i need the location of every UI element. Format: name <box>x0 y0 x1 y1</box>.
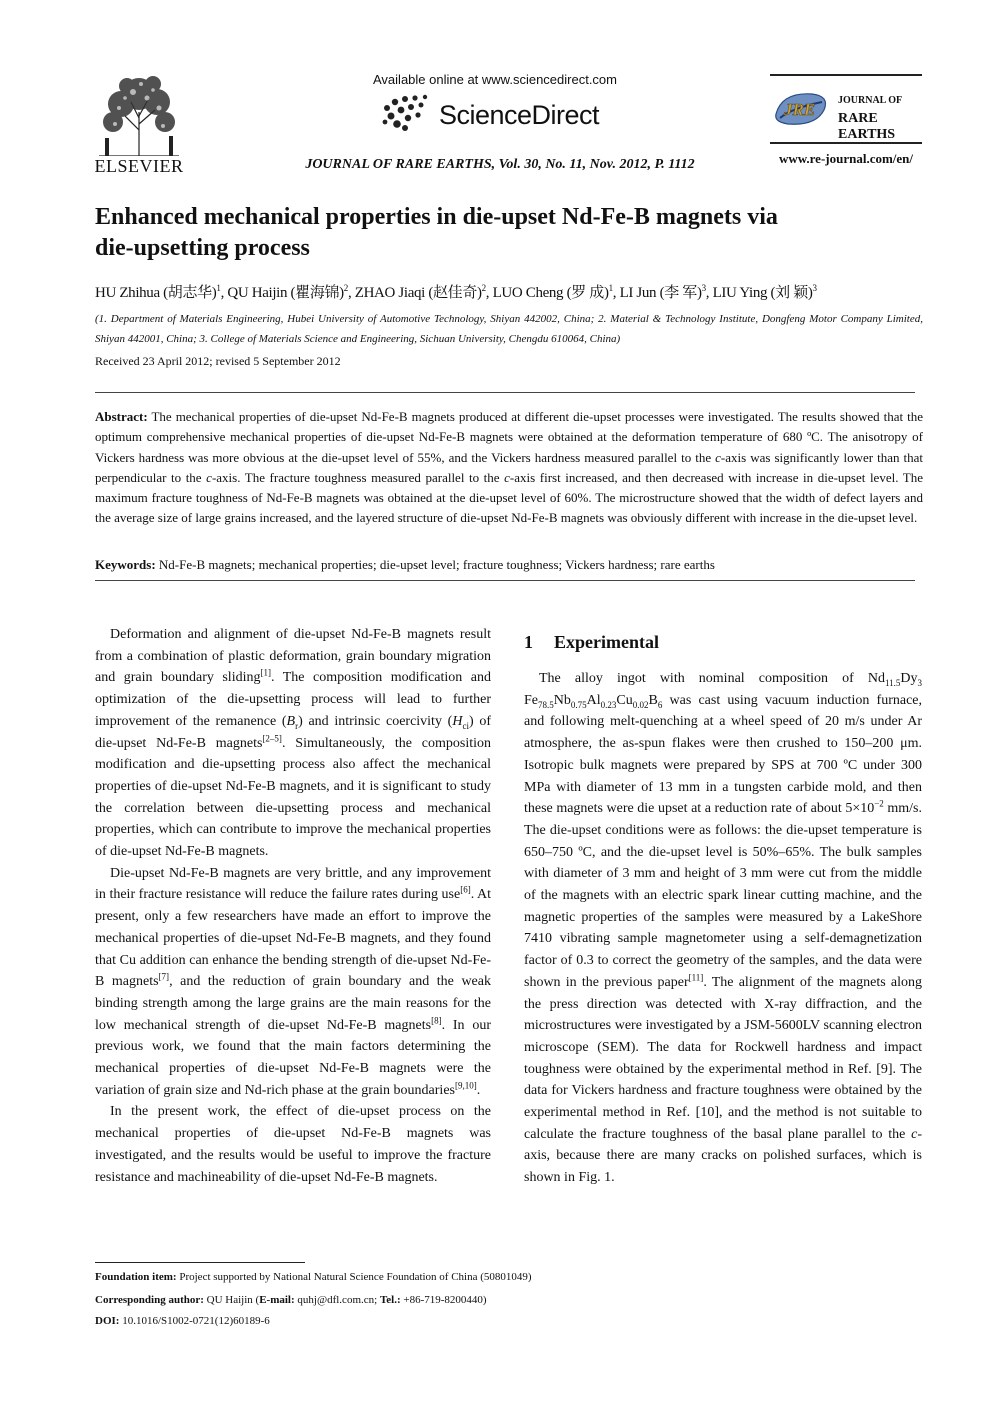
author-name: HU Zhihua (胡志华) <box>95 285 217 301</box>
jre-logo <box>772 78 922 142</box>
journal-url[interactable]: www.re-journal.com/en/ <box>778 151 914 166</box>
jre-journal-of: JOURNAL OF <box>838 95 903 106</box>
body-text: Cu <box>616 692 633 708</box>
elsevier-wordmark: ELSEVIER <box>94 156 184 176</box>
keywords-text: Nd-Fe-B magnets; mechanical properties; die-upset level; fracture toughness; Vickers hardness; rare earths <box>155 557 715 572</box>
intro-paragraph-2 <box>95 863 491 1102</box>
author-affil-sup: 1 <box>216 283 221 293</box>
doi-label: DOI: <box>95 1315 120 1327</box>
author-affil-sup: 3 <box>812 283 817 293</box>
body-text: Fe <box>524 692 538 708</box>
body-text: . In our previous work, we found that the main factors determining the mechanical properties of die-upset Nd-Fe-B magnets were the variation of grain size and Nd-rich phase at the grain boundaries <box>95 1017 492 1098</box>
body-text: Deformation and alignment of die-upset Nd-Fe-B magnets result from a combination of plastic deformation, grain boundary migration and grain boundary sliding <box>95 627 491 686</box>
abstract-bottom-rule <box>95 580 915 581</box>
email-link[interactable]: quhj@dfl.com.cn; <box>294 1294 380 1306</box>
abstract-label: Abstract: <box>95 409 148 424</box>
symbol: B <box>286 713 296 729</box>
citation-ref[interactable]: [11] <box>688 972 704 983</box>
foundation-label: Foundation item: <box>95 1271 177 1283</box>
composition-sub: 11.5 <box>884 677 901 688</box>
body-text: . Simultaneously, the composition modification and die-upsetting process also affect the mechanical properties of die-upset Nd-Fe-B magnets, and it is significant to study the correlation between die-upsetting process and mechanical properties, which can contribute to improve the mechanical properties of die-upset Nd-Fe-B magnets. <box>95 735 491 860</box>
experimental-paragraph <box>524 668 922 1189</box>
author-list: HU Zhihua (胡志华)$^1$, QU Haijin (瞿海锦)$^2$, ZHAO Jiaqi (赵佳奇)$^2$, LUO Cheng (罗 成)$^1$, LI Jun (李 军)$^3$, LIU Ying (刘 颖)$^3$ <box>95 283 817 301</box>
composition-sub: 0.23 <box>600 699 617 710</box>
jre-emblem-icon <box>772 88 830 128</box>
body-text: . <box>476 1082 481 1098</box>
jre-rare-earths: RARE EARTHS <box>838 111 896 142</box>
composition-sub: 3 <box>917 677 922 688</box>
body-text: Nb <box>553 692 571 708</box>
body-text: Die-upset Nd-Fe-B magnets are very brittle, and any improvement in their fracture resistance will reduce the failure rates during use <box>95 865 491 903</box>
body-text: mm/s. The die-upset conditions were as follows: the die-upset temperature is 650–750 ºC, and the die-upset level is 50%–65%. The bulk samples with diameter of 3 mm and height of 3 mm were cut from the middle of the magnets with an electric spark linear cutting machine, and the magnetic properties of the samples were measured by a LakeShore 7410 vibrating sample magnetometer using a self-demagnetization factor of 0.3 to correct the geometry of the samples, and the data were shown in the previous paper <box>524 801 922 990</box>
citation-ref[interactable]: [7] <box>158 971 170 982</box>
composition-sub: 0.02 <box>632 699 649 710</box>
section-heading-experimental <box>524 632 659 653</box>
body-text: . The composition modification and optimization of the die-upsetting process will lead to further improvement of the remanence ( <box>95 670 491 729</box>
article-title-line1: Enhanced mechanical properties in die-upset Nd-Fe-B magnets via <box>95 204 778 230</box>
intro-paragraph-3: In the present work, the effect of die-upset process on the mechanical properties of die-upset Nd-Fe-B magnets was investigated, and the results would be useful to improve the fracture resistance and machineability of die-upset Nd-Fe-B magnets. <box>95 1104 491 1185</box>
right-column <box>524 668 922 1189</box>
abstract <box>95 407 923 529</box>
c-axis-symbol: c <box>911 1126 918 1142</box>
left-column <box>95 624 491 1188</box>
corresponding-author <box>95 1293 487 1307</box>
body-text: ) and intrinsic coercivity ( <box>298 713 453 729</box>
journal-citation-line: JOURNAL OF RARE EARTHS, Vol. 30, No. 11, Nov. 2012, P. 1112 <box>305 157 695 172</box>
c-axis-symbol: c <box>504 469 510 485</box>
abstract-text: -axis first increased, and then decreased with increase in die-upset level. The maximum fracture toughness of Nd-Fe-B magnets was obtained at the die-upset level of 60%. The microstructure showed that the width of defect layers and the average size of large grains increased, and the layered structure of die-upset Nd-Fe-B magnets was obviously different with increase in the die-upset level. <box>95 469 923 526</box>
c-axis-symbol: c <box>206 469 212 485</box>
body-text: The alloy ingot with nominal composition of Nd <box>539 671 885 686</box>
composition-sub: 0.75 <box>570 699 587 710</box>
article-title <box>95 202 815 264</box>
available-online-text[interactable]: Available online at www.sciencedirect.com <box>373 72 617 87</box>
symbol: H <box>452 713 463 729</box>
elsevier-tree-icon <box>97 72 181 156</box>
body-text: B <box>648 692 658 708</box>
body-text: Al <box>586 692 601 708</box>
body-text: . At present, only a few researchers have made an effort to improve the mechanical properties of die-upset Nd-Fe-B magnets, and they found that Cu addition can enhance the bending strength of die-upset Nd-Fe-B magnets <box>95 887 491 990</box>
elsevier-logo <box>93 72 185 176</box>
author-affil-sup: 1 <box>608 283 613 293</box>
corresponding-label: Corresponding author: <box>95 1294 204 1306</box>
body-text: , and the reduction of grain boundary and the weak binding strength among the large grains are the main reasons for the low mechanical strength of die-upset Nd-Fe-B magnets <box>95 974 491 1033</box>
author-name: QU Haijin (瞿海锦) <box>227 285 344 301</box>
author-name: LI Jun (李 军) <box>619 285 702 301</box>
tel-value: +86-719-8200440) <box>400 1294 487 1306</box>
doi <box>95 1314 270 1328</box>
abstract-text: -axis was significantly lower than that perpendicular to the <box>95 449 923 485</box>
tel-label: Tel.: <box>379 1294 401 1306</box>
composition-sub: 6 <box>657 699 663 710</box>
section-title: Experimental <box>554 632 659 652</box>
body-text: was cast using vacuum induction furnace, and following melt-quenching at a wheel speed of 20 m/s under Ar atmosphere, the as-spun flakes were then crushed to 150–200 μm. Isotropic bulk magnets were prepared by SPS at 700 ºC under 300 MPa with diameter of 13 mm in a tungsten carbide mold, and then these magnets were die upset at a reduction rate of about 5×10 <box>524 692 922 817</box>
citation-ref[interactable]: [9,10] <box>454 1080 477 1091</box>
symbol-sub: ci <box>462 720 469 731</box>
author-affil-sup: 3 <box>701 283 706 293</box>
citation-ref[interactable]: [6] <box>460 884 471 895</box>
body-text: . The alignment of the magnets along the press direction was detected with X-ray diffraction, and the microstructures were investigated by a JSM-5600LV scanning electron microscope (SEM). The data for Rockwell hardness and impact toughness were obtained by the experimental method in Ref. [9]. The data for Vickers hardness and fracture toughness were obtained by the experimental method in Ref. [10], and the method is not suitable to calculate the fracture toughness of the basal plane parallel to the <box>524 974 922 1142</box>
body-text: ) of die-upset Nd-Fe-B magnets <box>95 713 491 751</box>
intro-paragraph-1 <box>95 624 491 863</box>
abstract-top-rule <box>95 392 915 393</box>
corresponding-name: QU Haijin ( <box>203 1294 260 1306</box>
abstract-text: -axis. The fracture toughness measured parallel to the <box>211 469 505 485</box>
email-label: E-mail: <box>259 1294 295 1306</box>
c-axis-symbol: c <box>715 449 721 465</box>
section-number: 1 <box>524 632 533 652</box>
exponent: −2 <box>874 798 884 809</box>
sciencedirect-dots-icon <box>381 94 433 132</box>
body-text: Dy <box>900 671 918 686</box>
composition-sub: 78.5 <box>538 699 554 710</box>
article-title-line2: die-upsetting process <box>95 235 310 261</box>
affiliations: (1. Department of Materials Engineering, Hubei University of Automotive Technology, Shiyan 442002, China; 2. Material & Technology Institute, Dongfeng Motor Company Limited, Shiyan 442001, China; 3. College of Materials Science and Engineering, Sichuan University, Chengdu 610064, China) <box>95 313 923 345</box>
author-name: LUO Cheng (罗 成) <box>492 285 609 301</box>
citation-ref[interactable]: [2–5] <box>262 732 282 743</box>
foundation-item <box>95 1270 532 1284</box>
doi-link[interactable]: 10.1016/S1002-0721(12)60189-6 <box>119 1315 270 1327</box>
citation-ref[interactable]: [1] <box>260 667 271 678</box>
abstract-text: The mechanical properties of die-upset Nd-Fe-B magnets produced at different die-upset processes were investigated. The results showed that the optimum comprehensive mechanical properties of die-upset Nd-Fe-B magnets were obtained at the deformation temperature of 680 ºC. The anisotropy of Vickers hardness was more obvious at the die-upset level of 55%, and the Vickers hardness measured parallel to the <box>95 409 923 465</box>
jre-rule-bottom <box>770 142 922 144</box>
foundation-text: Project supported by National Natural Science Foundation of China (50801049) <box>176 1271 532 1283</box>
received-dates: Received 23 April 2012; revised 5 September 2012 <box>95 354 341 368</box>
jre-rule-top <box>770 74 922 76</box>
citation-ref[interactable]: [8] <box>431 1015 442 1025</box>
sciencedirect-brand[interactable]: ScienceDirect <box>439 100 600 130</box>
symbol-sub: r <box>295 720 299 731</box>
author-affil-sup: 2 <box>343 283 348 293</box>
author-name: LIU Ying (刘 颖) <box>712 285 813 301</box>
author-name: ZHAO Jiaqi (赵佳奇) <box>354 285 482 301</box>
body-text: -axis, because there are many cracks on polished surfaces, which is shown in Fig. 1. <box>524 1126 922 1186</box>
author-affil-sup: 2 <box>481 283 486 293</box>
keywords-label: Keywords: <box>95 557 156 572</box>
jre-emblem-text: JRE <box>784 100 816 119</box>
footnote-rule <box>95 1262 305 1263</box>
keywords <box>95 557 923 573</box>
